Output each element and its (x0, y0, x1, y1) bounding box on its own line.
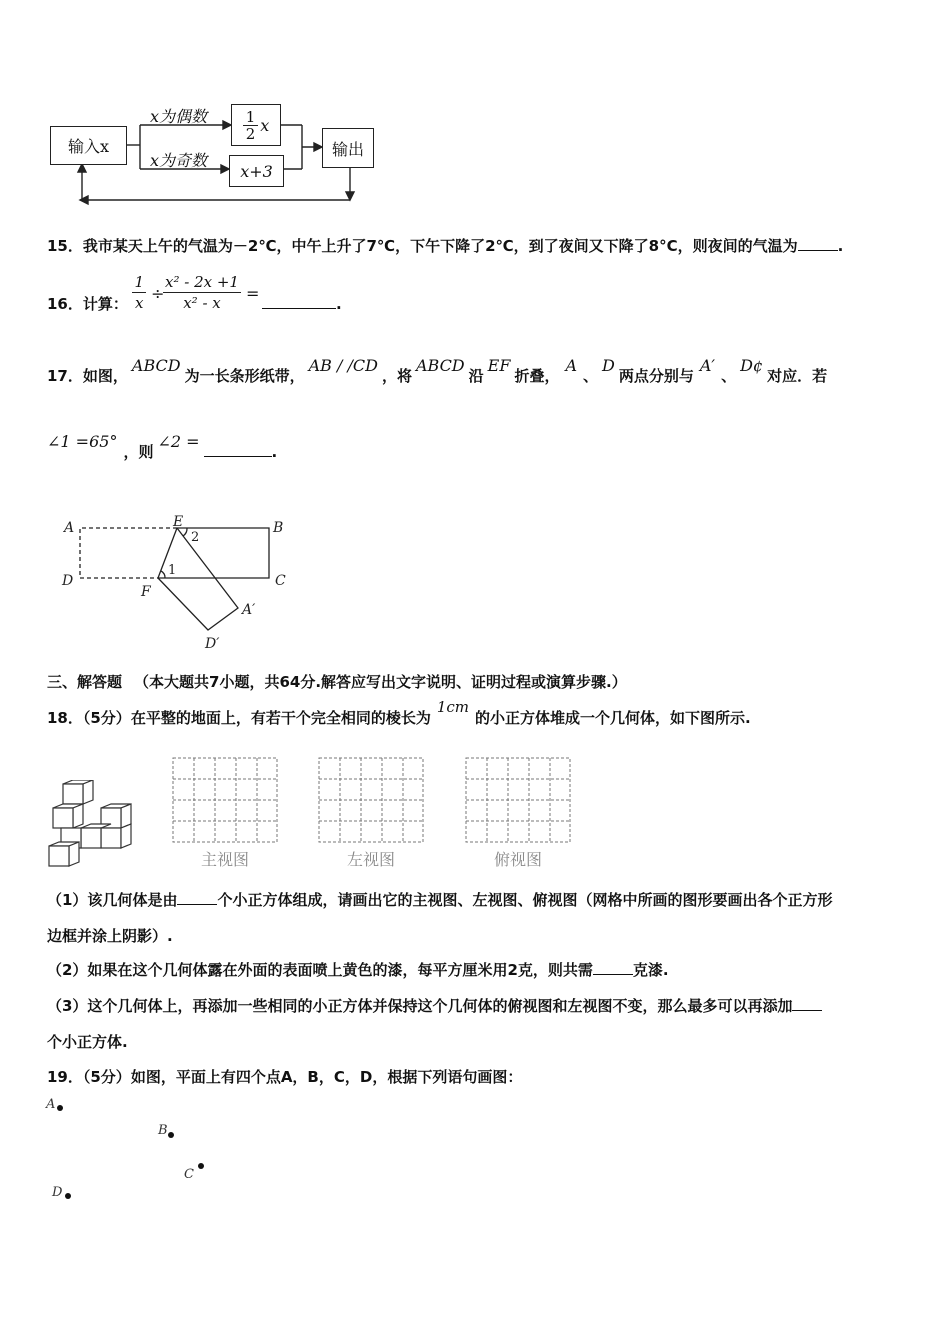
q18-part-3-line-2: 个小正方体. (47, 1033, 128, 1051)
q17-math-a-prime: A′ (699, 356, 716, 375)
q16-answer-area (262, 294, 342, 314)
flow-even-condition: x为偶数 (150, 107, 208, 126)
flow-plus3-label: x+3 (240, 161, 273, 181)
q19-point-d (65, 1193, 71, 1199)
q18-text-2: 的小正方体堆成一个几何体，如下图所示. (475, 709, 751, 727)
q17-math-abcd-2: ABCD (415, 356, 465, 375)
q18-p3-text-a: （3）这个几何体上，再添加一些相同的小正方体并保持这个几何体的俯视图和左视图不变，那么最多可以再添加 (47, 997, 793, 1015)
q18-p3-blank[interactable] (792, 996, 822, 1011)
q18-p2-text-b: 克漆. (632, 961, 669, 979)
fig17-label-c: C (275, 573, 286, 589)
fig17-label-a: A (64, 520, 75, 536)
q17-text-4: 沿 (468, 367, 484, 385)
q17-text-8: 、 (721, 367, 737, 385)
fig17-label-e: E (173, 514, 184, 530)
fig17-label-d: D (62, 573, 74, 589)
flow-input-label: 输入x (67, 137, 110, 156)
q17-text-1: 如图， (82, 367, 128, 385)
q17-text-3: ，将 (381, 367, 412, 385)
q16-frac1-denominator: x (132, 292, 146, 313)
q17-number: 17． (47, 367, 83, 385)
q18-unit: 1cm (436, 698, 469, 716)
q18-stem (47, 698, 751, 728)
fig17-dashed-original (80, 528, 177, 578)
section-3-heading (47, 672, 627, 692)
q17-math-a: A (565, 356, 578, 375)
q17-text-9: 对应．若 (767, 367, 828, 385)
q18-p1-text-a: （1）该几何体是由 (47, 891, 178, 909)
q16-divide-sign: ÷ (151, 284, 165, 303)
question-15 (47, 236, 843, 256)
q15-answer-blank[interactable] (798, 236, 838, 251)
q16-fraction-2 (163, 272, 241, 313)
q17-text-6: 、 (583, 367, 599, 385)
q17-text-10: ，则 (123, 443, 154, 461)
q17-folding-figure (55, 510, 305, 655)
q17-text-2: 为一长条形纸带， (184, 367, 305, 385)
flow-output-box (322, 128, 374, 168)
q18-part-2 (47, 960, 669, 980)
q15-number: 15． (47, 237, 83, 255)
q18-p1-text-b: 个小正方体组成，请画出它的主视图、左视图、俯视图（网格中所画的图形要画出各个正方形 (217, 891, 833, 909)
main-view-grid[interactable] (172, 757, 278, 843)
section-3-title: 三、解答题 (47, 673, 123, 691)
q17-condition: ∠1 =65° (47, 432, 118, 451)
flow-odd-condition: x为奇数 (150, 151, 208, 170)
q17-math-d-prime: D¢ (740, 356, 764, 375)
left-view-label: 左视图 (346, 850, 395, 869)
top-view-grid[interactable] (465, 757, 571, 843)
flow-output-label: 输出 (331, 139, 364, 159)
q17-line-1 (47, 356, 828, 386)
flow-half-variable: x (260, 115, 270, 135)
q15-end: . (837, 237, 844, 255)
q19-point-b (168, 1132, 174, 1138)
q15-text: 我市某天上午的气温为－2℃，中午上升了7℃，下午下降了2℃，到了夜间又下降了8°C，则夜间的气温为 (82, 237, 798, 255)
q16-prefix (47, 294, 128, 314)
q16-end: . (336, 295, 342, 313)
q17-line-2 (47, 432, 278, 462)
section-3-description: （本大题共7小题，共64分.解答应写出文字说明、证明过程或演算步骤.） (134, 673, 627, 691)
question-19 (47, 1067, 522, 1087)
fig17-angle1-arc (161, 571, 165, 578)
q18-score: （5分） (82, 709, 131, 727)
q19-number: 19． (47, 1068, 83, 1086)
q19-text: 如图，平面上有四个点A，B，C，D，根据下列语句画图： (130, 1068, 523, 1086)
fig17-angle2-label: 2 (191, 530, 200, 545)
top-view-label: 俯视图 (493, 850, 542, 869)
q19-label-a: A (46, 1097, 56, 1112)
flowchart-connectors (0, 0, 420, 215)
q19-points-figure (40, 1092, 240, 1207)
q18-part-1-line-2: 边框并涂上阴影）. (47, 927, 173, 945)
left-view-grid[interactable] (318, 757, 424, 843)
q19-label-c: C (184, 1167, 194, 1182)
q16-fraction-1 (132, 272, 146, 313)
flow-half-denominator: 2 (243, 125, 259, 142)
fig17-angle2-arc (183, 528, 187, 536)
q19-label-b: B (158, 1123, 168, 1138)
fig17-label-f: F (141, 584, 151, 600)
q16-frac2-denominator: x² - x (163, 292, 241, 313)
q17-answer-blank[interactable] (204, 442, 272, 457)
q18-number: 18． (47, 709, 83, 727)
q17-math-d: D (602, 356, 615, 375)
q18-part-3-line-1 (47, 996, 822, 1016)
q17-ask: ∠2 = (157, 432, 200, 451)
fig17-label-b: B (273, 520, 284, 536)
fig17-label-d-prime: D′ (205, 636, 220, 652)
q18-cube-stack (45, 780, 135, 870)
q17-text-5: 折叠， (514, 367, 560, 385)
q17-math-parallel: AB / /CD (308, 356, 378, 375)
q19-point-a (57, 1105, 63, 1111)
q18-text-1: 在平整的地面上，有若干个完全相同的棱长为 (130, 709, 431, 727)
flow-input-box (50, 126, 127, 165)
q17-end: . (271, 443, 278, 461)
q18-p2-text-a: （2）如果在这个几何体露在外面的表面喷上黄色的漆，每平方厘米用2克，则共需 (47, 961, 593, 979)
q16-frac2-numerator: x² - 2x +1 (165, 273, 239, 291)
q17-text-7: 两点分别与 (618, 367, 694, 385)
flow-half-box (231, 104, 281, 146)
q19-score: （5分） (82, 1068, 131, 1086)
main-view-label: 主视图 (200, 850, 249, 869)
q16-label: 计算： (82, 295, 128, 313)
q16-equals-sign: = (246, 284, 260, 303)
q19-label-d: D (52, 1185, 63, 1200)
flow-half-numerator: 1 (245, 107, 256, 126)
flow-half-fraction (243, 109, 259, 142)
q18-p1-blank[interactable] (177, 890, 217, 905)
flow-plus3-box (229, 155, 284, 187)
q17-math-abcd: ABCD (131, 356, 181, 375)
fig17-label-a-prime: A′ (242, 602, 256, 618)
q17-math-ef: EF (487, 356, 511, 375)
q18-part-1-line-1 (47, 890, 832, 910)
q19-point-c (198, 1163, 204, 1169)
q18-p2-blank[interactable] (593, 960, 633, 975)
q16-frac1-numerator: 1 (134, 273, 144, 291)
q16-answer-blank[interactable] (262, 294, 336, 309)
q16-number: 16． (47, 295, 83, 313)
fig17-angle1-label: 1 (168, 563, 177, 578)
